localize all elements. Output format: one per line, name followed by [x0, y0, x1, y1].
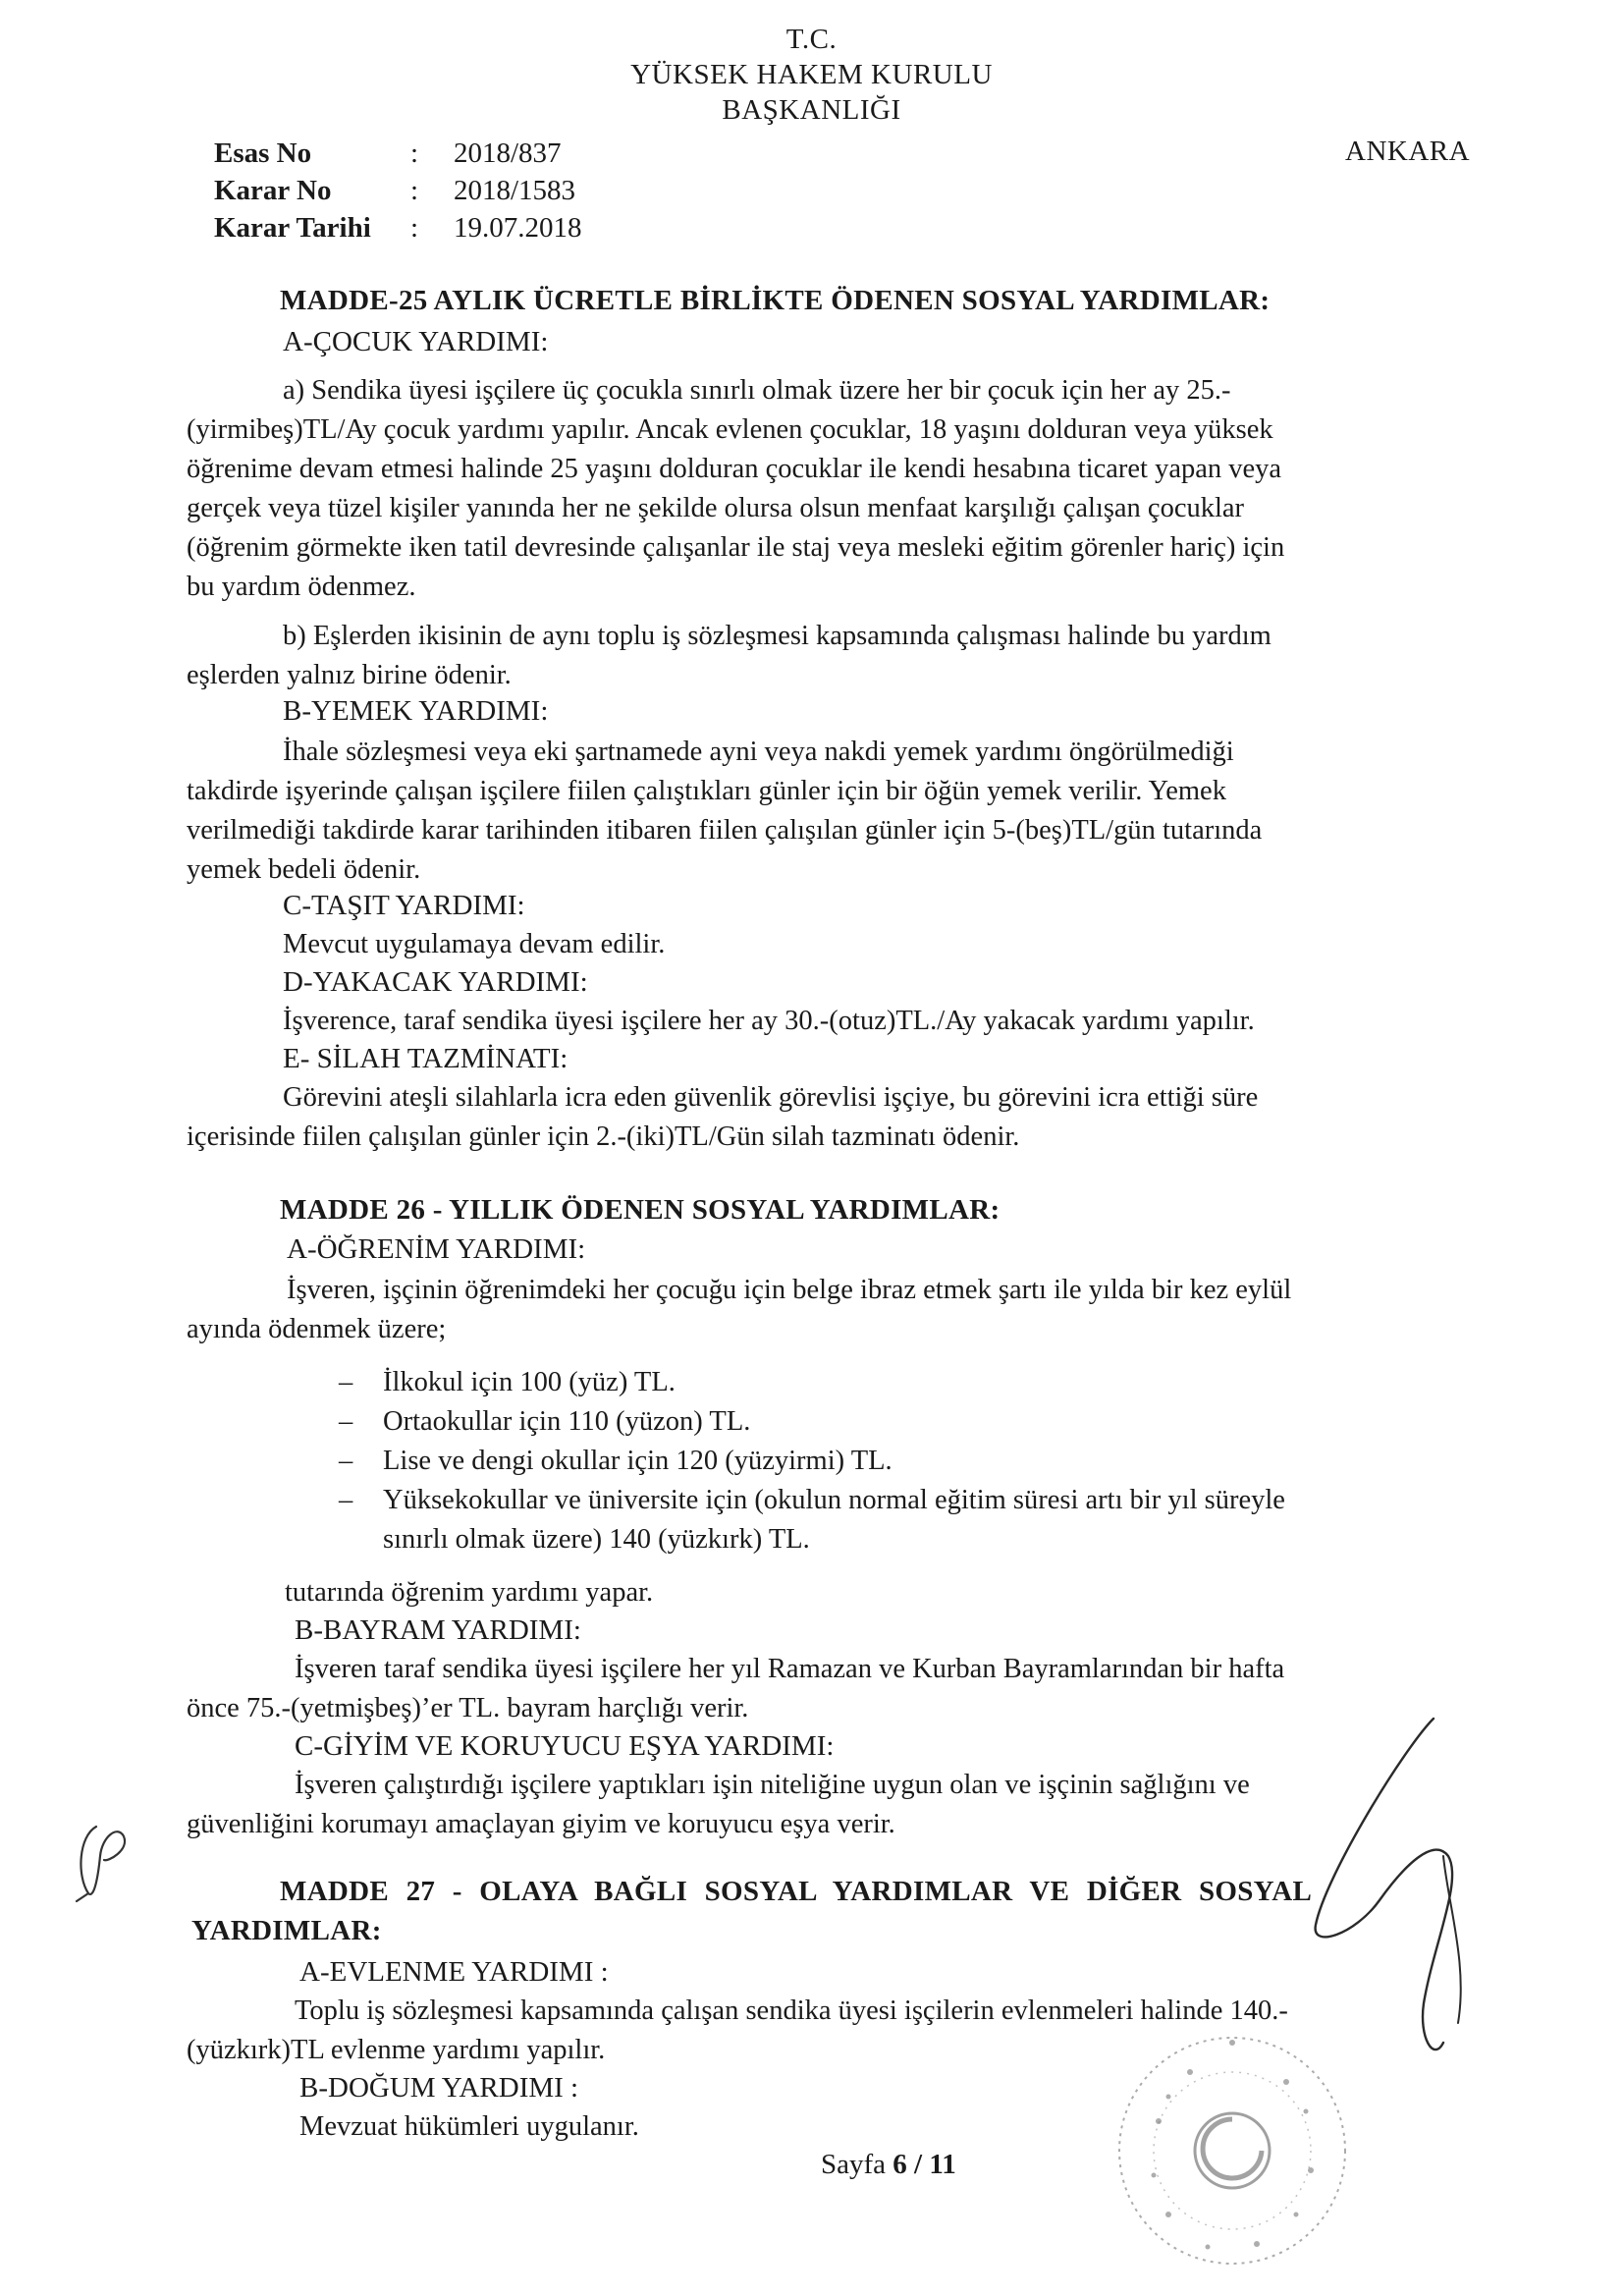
giyim-line: İşveren çalıştırdığı işçilere yaptıkları işin niteliğine uygun olan ve işçinin sağlığını ve	[295, 1770, 1250, 1800]
bullet-dash: –	[339, 1446, 353, 1476]
ogrenim-line: ayında ödenmek üzere;	[187, 1314, 447, 1344]
evlenme-line: (yüzkırk)TL evlenme yardımı yapılır.	[187, 2035, 606, 2065]
meta-karar-tarihi: Karar Tarihi : 19.07.2018	[214, 212, 582, 244]
yemek-line: verilmediği takdirde karar tarihinden itibaren fiilen çalışılan günler için 5-(beş)TL/gün tutarında	[187, 815, 1263, 846]
dogum-yardimi-title: B-DOĞUM YARDIMI :	[299, 2072, 579, 2104]
meta-value: 2018/1583	[454, 175, 576, 206]
header-country: T.C.	[785, 24, 838, 55]
bayram-line: önce 75.-(yetmişbeş)’er TL. bayram harçlığı verir.	[187, 1693, 749, 1723]
ogrenim-after: tutarında öğrenim yardımı yapar.	[285, 1577, 654, 1608]
page-label: Sayfa	[821, 2149, 887, 2180]
bullet-dash: –	[339, 1485, 353, 1515]
cocuk-line: öğrenime devam etmesi halinde 25 yaşını dolduran çocuklar ile kendi hesabına ticaret yapan veya	[187, 454, 1282, 484]
ogrenim-yardimi-title: A-ÖĞRENİM YARDIMI:	[287, 1233, 586, 1265]
yemek-line: takdirde işyerinde çalışan işçilere fiilen çalıştıkları günler için bir öğün yemek verilir. Yemek	[187, 776, 1226, 806]
dogum-line: Mevzuat hükümleri uygulanır.	[299, 2111, 639, 2142]
meta-esas-no: Esas No : 2018/837	[214, 137, 562, 169]
bullet-item: Lise ve dengi okullar için 120 (yüzyirmi) TL.	[383, 1446, 893, 1476]
header-institution: YÜKSEK HAKEM KURULU	[630, 59, 993, 90]
cocuk-line: gerçek veya tüzel kişiler yanında her ne şekilde olursa olsun menfaat karşılığı çalışan çocuklar	[187, 493, 1245, 523]
page-sep: /	[914, 2149, 923, 2180]
giyim-line: güvenliğini korumayı amaçlayan giyim ve koruyucu eşya verir.	[187, 1809, 895, 1839]
madde27-title-line2: YARDIMLAR:	[191, 1915, 382, 1946]
silah-tazminati-title: E- SİLAH TAZMİNATI:	[283, 1043, 568, 1074]
meta-karar-no: Karar No : 2018/1583	[214, 175, 576, 206]
bullet-item: sınırlı olmak üzere) 140 (yüzkırk) TL.	[383, 1524, 810, 1555]
cocuk-line: (yirmibeş)TL/Ay çocuk yardımı yapılır. Ancak evlenen çocuklar, 18 yaşını dolduran veya yüksek	[187, 414, 1273, 445]
page-current: 6	[893, 2149, 907, 2180]
bullet-dash: –	[339, 1367, 353, 1397]
meta-label: Esas No	[214, 137, 312, 169]
tasit-yardimi-title: C-TAŞIT YARDIMI:	[283, 890, 525, 921]
b-line: eşlerden yalnız birine ödenir.	[187, 660, 512, 690]
tasit-line: Mevcut uygulamaya devam edilir.	[283, 929, 666, 959]
yemek-yardimi-title: B-YEMEK YARDIMI:	[283, 695, 549, 727]
bullet-item: Yüksekokullar ve üniversite için (okulun normal eğitim süresi artı bir yıl süreyle	[383, 1485, 1285, 1515]
cocuk-line: bu yardım ödenmez.	[187, 572, 416, 602]
ogrenim-line: İşveren, işçinin öğrenimdeki her çocuğu için belge ibraz etmek şartı ile yılda bir kez eylül	[287, 1275, 1292, 1305]
bullet-dash: –	[339, 1406, 353, 1437]
meta-label: Karar Tarihi	[214, 212, 371, 244]
bullet-item: Ortaokullar için 110 (yüzon) TL.	[383, 1406, 751, 1437]
meta-label: Karar No	[214, 175, 332, 206]
cocuk-line: (öğrenim görmekte iken tatil devresinde çalışanlar ile staj veya mesleki eğitim görenler hariç) için	[187, 532, 1285, 563]
madde27-title-line1: MADDE 27 - OLAYA BAĞLI SOSYAL YARDIMLAR VE DİĞER SOSYAL	[280, 1876, 1313, 1907]
bayram-line: İşveren taraf sendika üyesi işçilere her yıl Ramazan ve Kurban Bayramlarından bir hafta	[295, 1654, 1285, 1684]
meta-value: 19.07.2018	[454, 212, 582, 244]
page-total: 11	[929, 2149, 956, 2180]
evlenme-line: Toplu iş sözleşmesi kapsamında çalışan sendika üyesi işçilerin evlenmeleri halinde 140.-	[295, 1995, 1288, 2026]
official-stamp	[1100, 2003, 1365, 2288]
evlenme-yardimi-title: A-EVLENME YARDIMI :	[299, 1956, 609, 1988]
meta-value: 2018/837	[454, 137, 562, 169]
bullet-item: İlkokul için 100 (yüz) TL.	[383, 1367, 676, 1397]
madde25-title: MADDE-25 AYLIK ÜCRETLE BİRLİKTE ÖDENEN SOSYAL YARDIMLAR:	[280, 285, 1271, 316]
silah-line: Görevini ateşli silahlarla icra eden güvenlik görevlisi işçiye, bu görevini icra ettiği süre	[283, 1082, 1259, 1113]
yakacak-yardimi-title: D-YAKACAK YARDIMI:	[283, 966, 588, 998]
bayram-yardimi-title: B-BAYRAM YARDIMI:	[295, 1614, 581, 1646]
silah-line: içerisinde fiilen çalışılan günler için 2.-(iki)TL/Gün silah tazminatı ödenir.	[187, 1121, 1020, 1152]
madde26-title: MADDE 26 - YILLIK ÖDENEN SOSYAL YARDIMLAR:	[280, 1194, 1001, 1226]
handwritten-initials	[69, 1817, 137, 1905]
yemek-line: yemek bedeli ödenir.	[187, 854, 421, 885]
cocuk-yardimi-title: A-ÇOCUK YARDIMI:	[283, 326, 549, 357]
yemek-line: İhale sözleşmesi veya eki şartnamede ayni veya nakdi yemek yardımı öngörülmediği	[283, 737, 1234, 767]
giyim-yardimi-title: C-GİYİM VE KORUYUCU EŞYA YARDIMI:	[295, 1730, 835, 1762]
b-line: b) Eşlerden ikisinin de aynı toplu iş sözleşmesi kapsamında çalışması halinde bu yardım	[283, 621, 1271, 651]
cocuk-line: a) Sendika üyesi işçilere üç çocukla sınırlı olmak üzere her bir çocuk için her ay 25.-	[283, 375, 1231, 406]
page-number	[821, 2149, 956, 2181]
header-city: ANKARA	[1345, 136, 1471, 167]
header-office: BAŞKANLIĞI	[722, 94, 901, 126]
yakacak-line: İşverence, taraf sendika üyesi işçilere her ay 30.-(otuz)TL./Ay yakacak yardımı yapılır.	[283, 1006, 1255, 1036]
